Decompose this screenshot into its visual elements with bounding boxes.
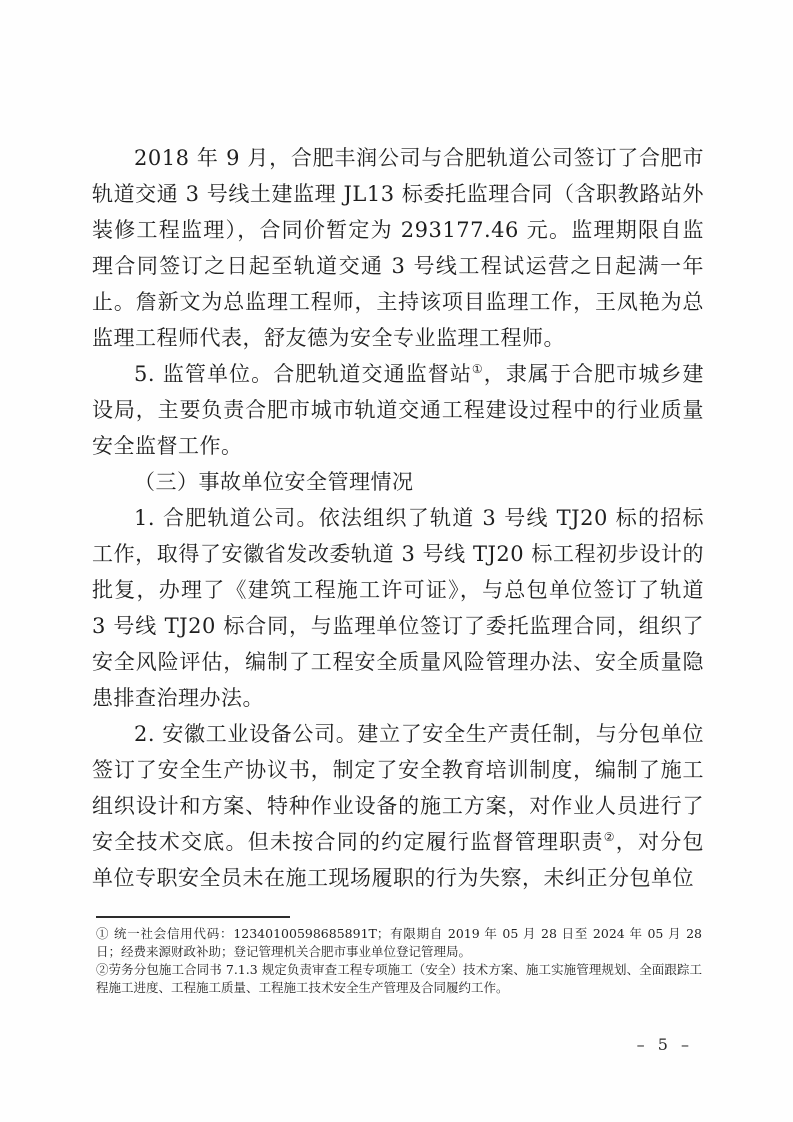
footnote-ref-1-marker: ① — [471, 362, 484, 376]
paragraph-supervision-contract: 2018 年 9 月，合肥丰润公司与合肥轨道公司签订了合肥市轨道交通 3 号线土建监理 JL13 标委托监理合同（含职教路站外装修工程监理），合同价暂定为 293177.46 元。监理期限自监理合同签订之日起至轨道交通 3 号线工程试运营之日起满一年止。詹新文为总监理工程师，主持该项目监理工作，王凤艳为总监理工程师代表，舒友德为安全专业监理工程师。 — [92, 146, 704, 350]
footnote-ref-2-marker: ② — [603, 830, 616, 844]
paragraph-hefei-rail-company: 1. 合肥轨道公司。依法组织了轨道 3 号线 TJ20 标的招标工作，取得了安徽省发改委轨道 3 号线 TJ20 标工程初步设计的批复，办理了《建筑工程施工许可证》，与总包单位签订了轨道 3 号线 TJ20 标合同，与监理单位签订了委托监理合同，组织了安全风险评估，编制了工程安全质量风险管理办法、安全质量隐患排查治理办法。 — [92, 506, 704, 710]
paragraph-text-segment: 2. 安徽工业设备公司。建立了安全生产责任制，与分包单位签订了安全生产协议书，制定了安全教育培训制度，编制了施工组织设计和方案、特种作业设备的施工方案，对作业人员进行了安全技术交底。但未按合同的约定履行监督管理职责 — [92, 722, 704, 854]
paragraph-anhui-industrial-equipment — [92, 716, 704, 896]
paragraph-text-segment: 5. 监管单位。合肥轨道交通监督站 — [134, 362, 472, 386]
document-body — [92, 140, 704, 896]
paragraph-regulatory-unit — [92, 356, 704, 464]
footnote-2: ②劳务分包施工合同书 7.1.3 规定负责审查工程专项施工（安全）技术方案、施工实施管理规划、全面跟踪工程施工进度、工程施工质量、工程施工技术安全生产管理及合同履约工作。 — [96, 962, 702, 995]
footnotes-section — [96, 916, 702, 997]
footnote-1: ① 统一社会信用代码：12340100598685891T；有限期自 2019 年 05 月 28 日至 2024 年 05 月 28 日；经费来源财政补助；登记管理机关合肥市事业单位登记管理局。 — [96, 926, 702, 959]
paragraph-text-segment: ，对分包单位专职安全员未在施工现场履职的行为失察，未纠正分包单位 — [92, 830, 705, 890]
paragraph-text-segment: ，隶属于合肥市城乡建设局，主要负责合肥市城市轨道交通工程建设过程中的行业质量安全监督工作。 — [92, 362, 704, 458]
page-number: – 5 – — [636, 1035, 693, 1054]
footnote-separator-line — [96, 916, 290, 918]
section-heading-safety-management: （三）事故单位安全管理情况 — [134, 470, 414, 494]
